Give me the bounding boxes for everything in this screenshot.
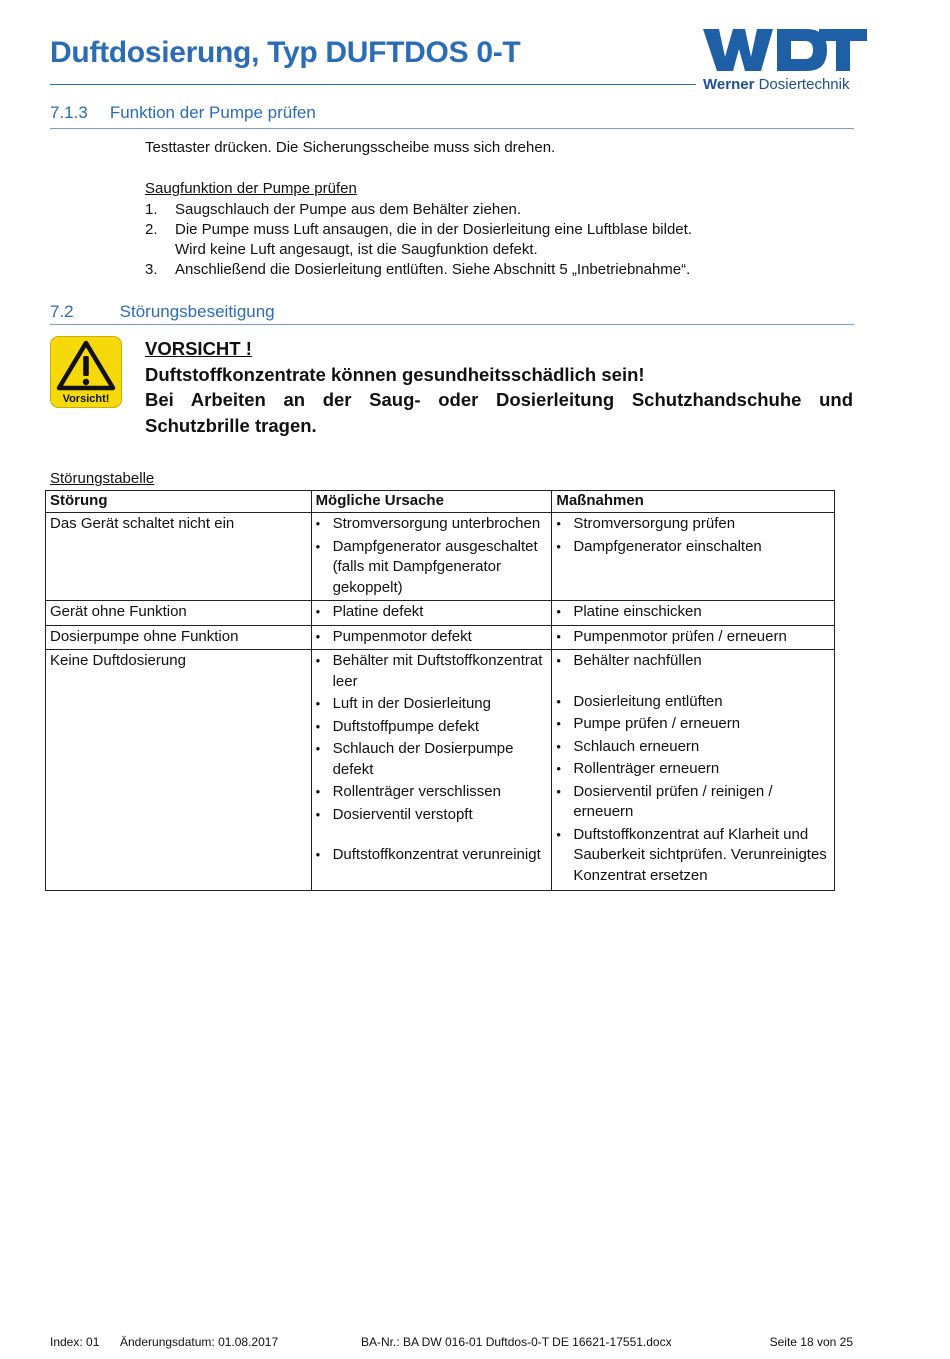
- table-row: [46, 650, 835, 891]
- action-item: • Platine einschicken: [556, 602, 830, 623]
- footer-doc-number: BA-Nr.: BA DW 016-01 Duftdos-0-T DE 16621-17551.docx: [361, 1335, 672, 1349]
- section-divider: [50, 128, 854, 129]
- list-item: [145, 220, 845, 260]
- header-divider: [50, 84, 696, 85]
- cause-item: • Dosierventil verstopft: [316, 805, 548, 826]
- action-cell: [552, 625, 835, 650]
- warning-line-2: Bei Arbeiten an der Saug- oder Dosierleitung Schutzhandschuhe und Schutzbrille tragen.: [145, 389, 853, 436]
- section-title: Störungsbeseitigung: [119, 302, 275, 321]
- section-title: Funktion der Pumpe prüfen: [109, 103, 316, 122]
- fault-cell: Gerät ohne Funktion: [46, 601, 312, 626]
- warning-icon-label: Vorsicht!: [62, 393, 110, 405]
- fault-cell: Keine Duftdosierung: [46, 650, 312, 891]
- warning-heading: VORSICHT !: [145, 338, 252, 359]
- section-number: 7.1.3: [50, 103, 88, 122]
- cause-item: • Luft in der Dosierleitung: [316, 694, 548, 715]
- step-number: 3.: [145, 261, 158, 278]
- cause-item: • Dampfgenerator ausgeschaltet (falls mit Dampfgenerator gekoppelt): [316, 537, 548, 599]
- section-divider: [50, 324, 854, 325]
- cause-item: • Stromversorgung unterbrochen: [316, 514, 548, 535]
- section-number: 7.2: [50, 302, 74, 321]
- steps-list: [145, 200, 845, 280]
- action-item: • Schlauch erneuern: [556, 737, 830, 758]
- section-7-1-3-heading: [50, 103, 316, 123]
- cause-item: • Pumpenmotor defekt: [316, 627, 548, 648]
- intro-text: Testtaster drücken. Die Sicherungsscheibe muss sich drehen.: [145, 139, 556, 156]
- troubleshooting-table: [45, 490, 835, 891]
- table-row: [46, 625, 835, 650]
- logo-subtitle-rest: Dosiertechnik: [754, 76, 850, 93]
- action-cell: [552, 650, 835, 891]
- step-text: Wird keine Luft angesaugt, ist die Saugfunktion defekt.: [175, 241, 538, 258]
- column-header: Mögliche Ursache: [311, 491, 552, 513]
- cause-item: • Behälter mit Duftstoffkonzentrat leer: [316, 651, 548, 692]
- action-item: • Dosierleitung entlüften: [556, 692, 830, 713]
- document-title: Duftdosierung, Typ DUFTDOS 0-T: [50, 36, 521, 69]
- table-row: [46, 601, 835, 626]
- warning-block: [145, 336, 853, 438]
- step-number: 1.: [145, 201, 158, 218]
- footer-index: Index: 01: [50, 1335, 100, 1349]
- cause-item: • Schlauch der Dosierpumpe defekt: [316, 739, 548, 780]
- table-header-row: [46, 491, 835, 513]
- action-item: • Duftstoffkonzentrat auf Klarheit und Sauberkeit sichtprüfen. Verunreinigtes Konzentrat ersetzen: [556, 825, 830, 887]
- action-cell: [552, 601, 835, 626]
- cause-item: • Duftstoffkonzentrat verunreinigt: [316, 845, 548, 866]
- logo-subtitle: [703, 76, 849, 93]
- sub-heading: Saugfunktion der Pumpe prüfen: [145, 180, 357, 197]
- step-text: Saugschlauch der Pumpe aus dem Behälter ziehen.: [175, 201, 522, 218]
- action-item: • Pumpenmotor prüfen / erneuern: [556, 627, 830, 648]
- action-item: • Dampfgenerator einschalten: [556, 537, 830, 558]
- warning-icon: [50, 336, 122, 408]
- warning-line-1: Duftstoffkonzentrate können gesundheitsschädlich sein!: [145, 363, 645, 385]
- list-item: [145, 260, 845, 280]
- footer-date: Änderungsdatum: 01.08.2017: [120, 1335, 279, 1349]
- action-item: • Rollenträger erneuern: [556, 759, 830, 780]
- logo-subtitle-bold: Werner: [703, 76, 755, 93]
- action-cell: [552, 513, 835, 601]
- footer-page-number: Seite 18 von 25: [769, 1335, 853, 1349]
- fault-cell: Dosierpumpe ohne Funktion: [46, 625, 312, 650]
- list-item: [145, 200, 845, 220]
- cause-cell: [311, 625, 552, 650]
- cause-cell: [311, 650, 552, 891]
- action-item: • Pumpe prüfen / erneuern: [556, 714, 830, 735]
- cause-cell: [311, 513, 552, 601]
- table-caption: Störungstabelle: [50, 470, 155, 487]
- cause-cell: [311, 601, 552, 626]
- action-item: • Behälter nachfüllen: [556, 651, 830, 672]
- step-text: Anschließend die Dosierleitung entlüften. Siehe Abschnitt 5 „Inbetriebnahme“.: [175, 261, 691, 278]
- column-header: Störung: [46, 491, 312, 513]
- cause-item: • Platine defekt: [316, 602, 548, 623]
- action-item: • Stromversorgung prüfen: [556, 514, 830, 535]
- step-number: 2.: [145, 221, 158, 238]
- step-text: Die Pumpe muss Luft ansaugen, die in der Dosierleitung eine Luftblase bildet.: [175, 221, 692, 238]
- fault-cell: Das Gerät schaltet nicht ein: [46, 513, 312, 601]
- column-header: Maßnahmen: [552, 491, 835, 513]
- table-row: [46, 513, 835, 601]
- cause-item: • Rollenträger verschlissen: [316, 782, 548, 803]
- section-7-2-heading: [50, 302, 275, 322]
- cause-item: • Duftstoffpumpe defekt: [316, 717, 548, 738]
- action-item: • Dosierventil prüfen / reinigen / erneuern: [556, 782, 830, 823]
